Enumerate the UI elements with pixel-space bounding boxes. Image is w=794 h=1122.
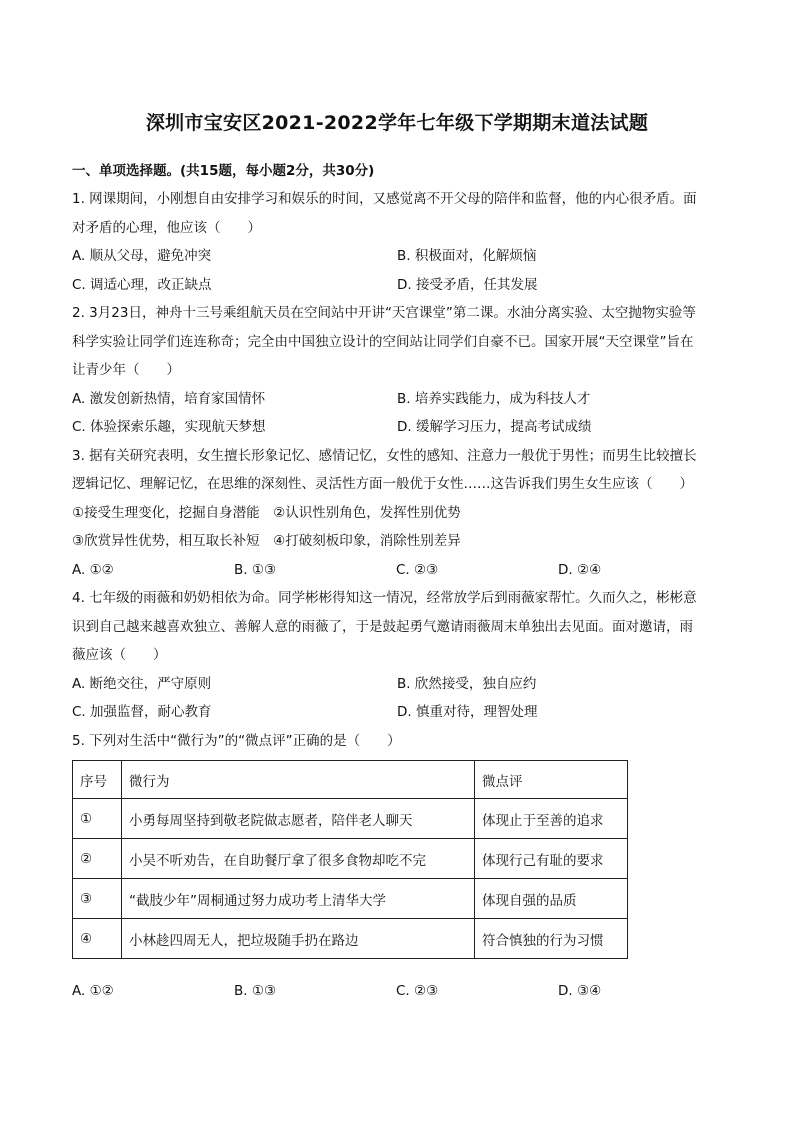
option-b: B. ①③ [234,983,277,999]
table-row [73,839,628,879]
table-row [73,799,628,839]
question-3-statement: ①接受生理变化，挖掘自身潜能 ②认识性别角色，发挥性别优势 [72,504,461,521]
question-5-line: 5. 下列对生活中“微行为”的“微点评”正确的是（ ） [72,732,401,749]
question-1-line: 1. 网课期间，小刚想自由安排学习和娱乐的时间，又感觉离不开父母的陪伴和监督，他的内心很矛盾。面 [72,191,697,207]
question-1-options [72,242,722,299]
question-4-line: 薇应该（ ） [72,647,167,663]
option-a: A. 断绝交往，严守原则 [72,675,212,692]
option-c: C. ②③ [396,561,439,578]
option-d: D. 缓解学习压力，提高考试成绩 [397,419,592,435]
question-2-options [72,385,722,442]
question-2-line: 2. 3月23日，神舟十三号乘组航天员在空间站中开讲“天宫课堂”第二课。水油分离实验、太空抛物实验等 [72,305,696,321]
question-4-line: 4. 七年级的雨薇和奶奶相依为命。同学彬彬得知这一情况，经常放学后到雨薇家帮忙。久而久之，彬彬意 [72,590,697,606]
table-row [73,879,628,919]
option-b: B. ①③ [234,561,277,578]
option-a: A. ①② [72,561,114,578]
table-cell: ② [73,839,122,879]
question-4-line: 识到自己越来越喜欢独立、善解人意的雨薇了，于是鼓起勇气邀请雨薇周末单独出去见面。面对邀请，雨 [72,618,693,635]
question-2-line: 让青少年（ ） [72,362,180,378]
table-cell: 体现止于至善的追求 [475,799,628,839]
table-cell: ④ [73,919,122,959]
option-d: D. 接受矛盾，任其发展 [397,276,538,293]
question-3-line: 逻辑记忆、理解记忆，在思维的深刻性、灵活性方面一般优于女性……这告诉我们男生女生应该（ ） [72,476,693,492]
option-b: B. 积极面对，化解烦恼 [397,248,537,264]
question-3-line: 3. 据有关研究表明，女生擅长形象记忆、感情记忆，女性的感知、注意力一般优于男性；而男生比较擅长 [72,447,697,464]
option-b: B. 培养实践能力，成为科技人才 [397,390,591,407]
option-a: A. ①② [72,983,114,999]
question-5 [72,727,722,1006]
option-d: D. 慎重对待，理智处理 [397,704,538,720]
section-heading: 一、单项选择题。(共15题，每小题2分，共30分) [72,163,375,179]
table-cell: 体现行己有耻的要求 [475,839,628,879]
option-c: C. 加强监督，耐心教育 [72,704,212,720]
table-header-row [73,761,628,799]
table-header-cell: 序号 [73,761,122,799]
table-cell: “截肢少年”周桐通过努力成功考上清华大学 [122,879,475,919]
option-c: C. ②③ [396,983,439,999]
question-1 [72,185,722,299]
table-cell: 小吴不听劝告，在自助餐厅拿了很多食物却吃不完 [122,839,475,879]
table-header-cell: 微点评 [475,761,628,799]
behavior-table [72,760,628,959]
option-d: D. ③④ [558,983,602,999]
question-3-options [72,556,722,585]
question-3 [72,442,722,585]
option-c: C. 调适心理，改正缺点 [72,276,212,293]
table-cell: ① [73,799,122,839]
option-a: A. 顺从父母，避免冲突 [72,248,212,264]
spacer [72,959,722,977]
option-d: D. ②④ [558,561,602,578]
question-4 [72,584,722,727]
table-cell: 小勇每周坚持到敬老院做志愿者，陪伴老人聊天 [122,799,475,839]
table-cell: ③ [73,879,122,919]
table-header-cell: 微行为 [122,761,475,799]
table-cell: 小林趁四周无人，把垃圾随手扔在路边 [122,919,475,959]
table-cell: 体现自强的品质 [475,879,628,919]
question-2 [72,299,722,442]
table-cell: 符合慎独的行为习惯 [475,919,628,959]
question-1-line: 对矛盾的心理，他应该（ ） [72,219,261,236]
exam-page [72,108,722,1006]
question-5-options [72,977,722,1006]
option-c: C. 体验探索乐趣，实现航天梦想 [72,419,266,435]
question-4-options [72,670,722,727]
question-2-line: 科学实验让同学们连连称奇；完全由中国独立设计的空间站让同学们自豪不已。国家开展“天空课堂”旨在 [72,333,694,350]
page-title: 深圳市宝安区2021-2022学年七年级下学期期末道法试题 [145,112,649,134]
table-row [73,919,628,959]
question-3-statement: ③欣赏异性优势，相互取长补短 ④打破刻板印象，消除性别差异 [72,533,461,549]
option-a: A. 激发创新热情，培育家国情怀 [72,390,266,407]
option-b: B. 欣然接受，独自应约 [397,675,537,692]
